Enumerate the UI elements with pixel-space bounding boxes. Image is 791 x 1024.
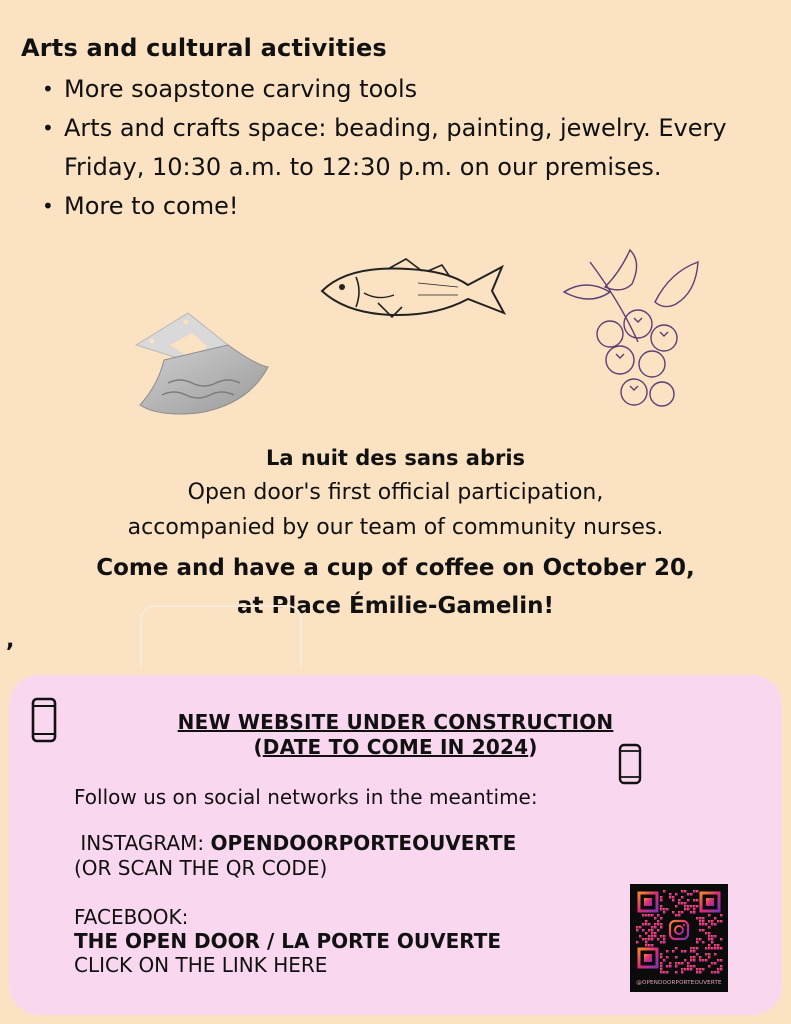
- qr-code-pattern: [630, 884, 728, 976]
- event-description-line: Open door's first official participation,: [187, 480, 604, 505]
- facebook-name[interactable]: THE OPEN DOOR / LA PORTE OUVERTE: [74, 929, 502, 953]
- event-description-line: accompanied by our team of community nurses.: [127, 515, 664, 540]
- paren-close: ): [528, 735, 538, 759]
- facebook-label: FACEBOOK:: [74, 905, 189, 929]
- follow-text: Follow us on social networks in the meantime:: [74, 785, 538, 809]
- blueberry-branch-illustration: [560, 242, 710, 422]
- instagram-label: INSTAGRAM:: [74, 831, 211, 855]
- website-date-note: [0, 735, 791, 759]
- qr-note: (OR SCAN THE QR CODE): [74, 856, 328, 880]
- arts-list: [42, 70, 782, 226]
- instagram-line[interactable]: [74, 831, 516, 855]
- decorative-outline: [140, 605, 302, 667]
- facebook-link[interactable]: CLICK ON THE LINK HERE: [74, 953, 328, 977]
- fish-illustration: [318, 255, 508, 325]
- qr-code[interactable]: [630, 884, 728, 992]
- qr-caption: @OPENDOORPORTEOUVERTE: [636, 980, 722, 986]
- ulu-knife-illustration: [128, 305, 273, 425]
- event-invitation-line: Come and have a cup of coffee on October 20,: [96, 555, 695, 581]
- instagram-handle[interactable]: OPENDOORPORTEOUVERTE: [210, 831, 517, 855]
- arts-heading: Arts and cultural activities: [21, 34, 387, 62]
- website-heading: NEW WEBSITE UNDER CONSTRUCTION: [177, 710, 614, 734]
- paren-open: (: [253, 735, 263, 759]
- event-title: La nuit des sans abris: [265, 446, 526, 470]
- list-item: • Arts and crafts space: beading, painting, jewelry. Every Friday, 10:30 a.m. to 12:30 p.m. on our premises.: [42, 109, 782, 187]
- list-item: • More to come!: [42, 187, 782, 226]
- event-location-line: at Place Émilie-Gamelin!: [236, 593, 555, 619]
- list-item: • More soapstone carving tools: [42, 70, 782, 109]
- stray-comma: ,: [6, 628, 15, 653]
- date-note-text: DATE TO COME IN 2024: [262, 735, 529, 759]
